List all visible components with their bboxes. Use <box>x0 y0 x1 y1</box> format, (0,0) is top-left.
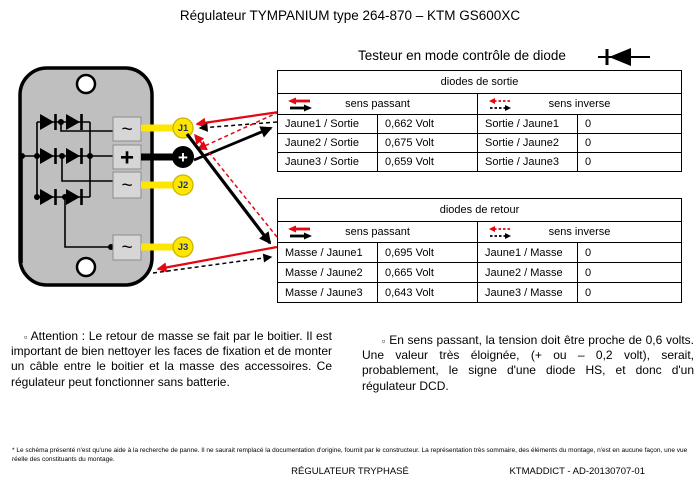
forward-header-label: sens passant <box>345 98 410 110</box>
connector-j3-label: J3 <box>177 242 189 253</box>
square-bullet-icon: ▫ <box>382 336 386 346</box>
fwd-pair-cell: Jaune2 / Sortie <box>278 134 378 153</box>
forward-voltage-note-text: En sens passant, la tension doit être proche de 0,6 volts. Une valeur très éloignée, (+ ou – 0,2 volt), serait, probablement, le signe d'une diode HS, et donc d'un régulateur DCD. <box>362 333 694 393</box>
diodes-retour-table <box>277 198 682 303</box>
table-header-row <box>278 222 682 243</box>
plus-symbol: + <box>119 144 135 172</box>
fwd-pair-cell: Masse / Jaune2 <box>278 263 378 283</box>
table-row <box>278 115 682 134</box>
attention-note <box>11 329 332 390</box>
rev-value-cell: 0 <box>578 115 682 134</box>
fwd-value-cell: 0,659 Volt <box>378 153 478 172</box>
probe-arrow-red-dashed-to-j1 <box>195 135 277 237</box>
probe-arrows-solid-icon <box>285 225 315 240</box>
reverse-header-cell <box>478 222 682 243</box>
rev-pair-cell: Sortie / Jaune3 <box>478 153 578 172</box>
footer-disclaimer: * Le schéma présenté n'est qu'une aide à la recherche de panne. Il ne saurait remplacé la documentation d'origine, fournit par le constructeur. La représentation très sommaire, des éléments du montage, n'est en aucune façon, une vue réelle des constituants du montage. <box>12 447 688 464</box>
attention-note-text: Attention : Le retour de masse se fait par le boitier. Il est important de bien nettoyer les faces de fixation et de monter un câble entre le boitier et la masse des accessoires. Ce régulateur peut fonctionner sans batterie. <box>11 329 333 389</box>
rev-value-cell: 0 <box>578 134 682 153</box>
ac-symbol: ~ <box>121 175 133 197</box>
table-row <box>278 134 682 153</box>
reverse-header-label: sens inverse <box>548 98 611 110</box>
connector-j2-label: J2 <box>177 180 189 191</box>
table-row <box>278 283 682 303</box>
fwd-value-cell: 0,643 Volt <box>378 283 478 303</box>
table-header-row <box>278 94 682 115</box>
mounting-hole-top <box>77 75 95 93</box>
rev-value-cell: 0 <box>578 283 682 303</box>
table-title: diodes de sortie <box>278 71 682 94</box>
diodes-sortie-table <box>277 70 682 172</box>
rev-pair-cell: Jaune2 / Masse <box>478 263 578 283</box>
plus-terminal <box>172 146 194 168</box>
terminal-boxes <box>113 117 141 260</box>
rev-value-cell: 0 <box>578 263 682 283</box>
fwd-value-cell: 0,695 Volt <box>378 243 478 263</box>
fwd-value-cell: 0,665 Volt <box>378 263 478 283</box>
rev-pair-cell: Sortie / Jaune1 <box>478 115 578 134</box>
table-row <box>278 243 682 263</box>
page-title: Régulateur TYMPANIUM type 264-870 – KTM GS600XC <box>179 8 521 23</box>
mounting-hole-bottom <box>77 258 95 276</box>
fwd-pair-cell: Jaune3 / Sortie <box>278 153 378 172</box>
footer-reference: KTMADDICT - AD-20130707-01 <box>509 466 645 477</box>
fwd-pair-cell: Masse / Jaune1 <box>278 243 378 263</box>
forward-voltage-note <box>362 333 694 394</box>
plus-terminal-label: + <box>178 148 188 167</box>
connector-j2 <box>173 175 193 195</box>
square-bullet-icon: ▫ <box>24 332 28 342</box>
table-title: diodes de retour <box>278 199 682 222</box>
probe-arrows-dashed-icon <box>485 97 515 112</box>
fwd-pair-cell: Masse / Jaune3 <box>278 283 378 303</box>
probe-arrows-dashed-icon <box>485 225 515 240</box>
probe-arrows-solid-icon <box>285 97 315 112</box>
forward-header-cell <box>278 94 478 115</box>
ac-symbol: ~ <box>121 237 133 259</box>
connector-j3 <box>173 237 193 257</box>
table-row <box>278 153 682 172</box>
fwd-value-cell: 0,662 Volt <box>378 115 478 134</box>
footer-doc-title: RÉGULATEUR TRYPHASÉ <box>291 466 409 477</box>
ac-symbol: ~ <box>121 119 133 141</box>
reverse-header-cell <box>478 94 682 115</box>
connector-j1 <box>173 118 193 138</box>
forward-header-label: sens passant <box>345 226 410 238</box>
table-title-row <box>278 199 682 222</box>
fwd-value-cell: 0,675 Volt <box>378 134 478 153</box>
reverse-header-label: sens inverse <box>548 226 611 238</box>
tester-heading: Testeur en mode contrôle de diode <box>358 48 566 63</box>
probe-arrow-black-solid-to-table2 <box>187 134 270 243</box>
connector-j1-label: J1 <box>177 123 189 134</box>
table-title-row <box>278 71 682 94</box>
rev-pair-cell: Jaune3 / Masse <box>478 283 578 303</box>
rev-value-cell: 0 <box>578 153 682 172</box>
rev-pair-cell: Sortie / Jaune2 <box>478 134 578 153</box>
rev-value-cell: 0 <box>578 243 682 263</box>
table-row <box>278 263 682 283</box>
rev-pair-cell: Jaune1 / Masse <box>478 243 578 263</box>
fwd-pair-cell: Jaune1 / Sortie <box>278 115 378 134</box>
forward-header-cell <box>278 222 478 243</box>
